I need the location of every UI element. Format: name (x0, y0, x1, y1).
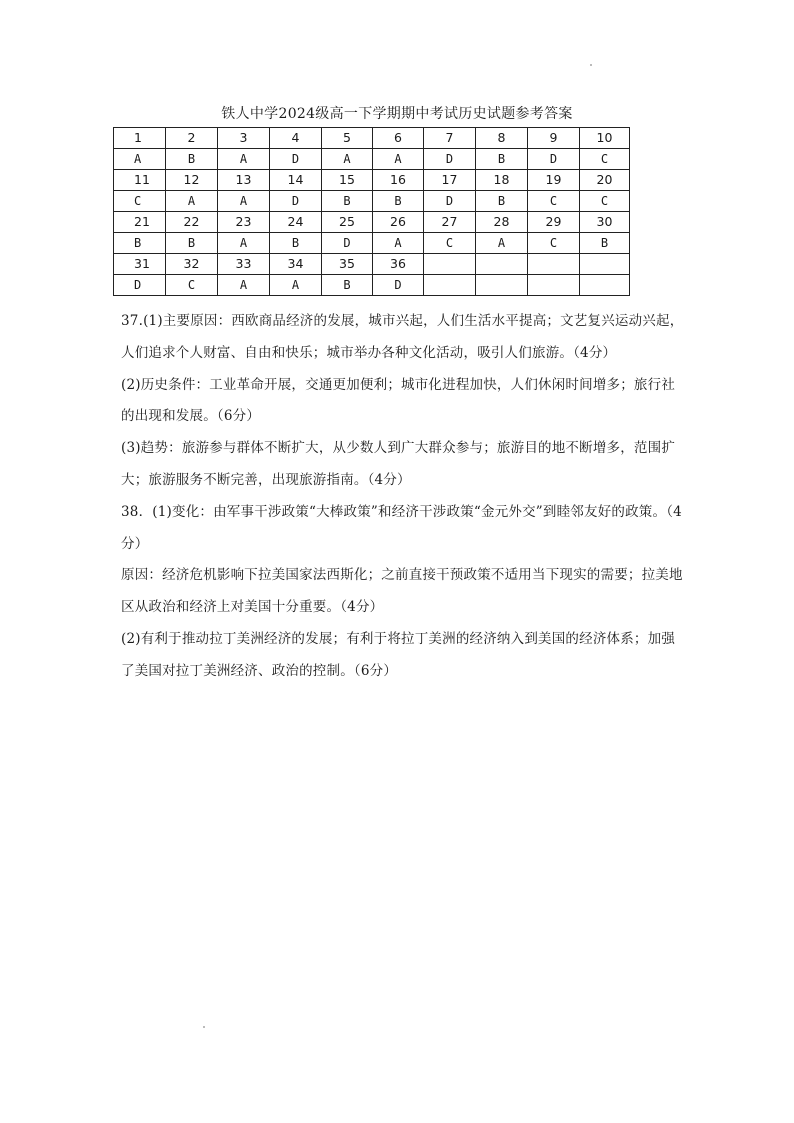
answer-cell: C (580, 191, 630, 212)
question-number-row (114, 170, 630, 191)
answer-cell: A (270, 275, 322, 296)
question-number-cell: 6 (373, 128, 424, 149)
answer-cell: C (528, 233, 580, 254)
question-number-row (114, 128, 630, 149)
answer-cell: A (218, 275, 270, 296)
answer-cell: B (166, 233, 218, 254)
question-number-cell: 12 (166, 170, 218, 191)
answer-cell (580, 275, 630, 296)
question-number-cell: 19 (528, 170, 580, 191)
question-number-cell: 31 (114, 254, 166, 275)
question-number-cell: 1 (114, 128, 166, 149)
question-number-cell: 24 (270, 212, 322, 233)
answer-cell (476, 275, 528, 296)
question-number-cell: 35 (322, 254, 373, 275)
answer-cell: A (322, 149, 373, 170)
question-number-cell (424, 254, 476, 275)
question-number-cell: 17 (424, 170, 476, 191)
document-title: 铁人中学2024级高一下学期期中考试历史试题参考答案 (221, 106, 573, 122)
answer-cell: C (114, 191, 166, 212)
question-number-row (114, 254, 630, 275)
answer-cell: A (114, 149, 166, 170)
question-number-cell: 27 (424, 212, 476, 233)
answer-row (114, 233, 630, 254)
answer-row (114, 275, 630, 296)
answer-cell: B (322, 191, 373, 212)
answer-cell: A (476, 233, 528, 254)
question-number-cell (476, 254, 528, 275)
answer-cell: C (166, 275, 218, 296)
answer-cell: A (373, 233, 424, 254)
answer-cell: D (270, 149, 322, 170)
answer-cell: A (218, 149, 270, 170)
question-number-cell: 15 (322, 170, 373, 191)
answer-cell: B (476, 149, 528, 170)
answer-table (113, 127, 630, 296)
question-number-cell: 32 (166, 254, 218, 275)
answer-cell: B (114, 233, 166, 254)
scan-speck (203, 1026, 205, 1028)
question-number-cell: 22 (166, 212, 218, 233)
answer-cell: D (528, 149, 580, 170)
q38-reason-answer: 原因：经济危机影响下拉美国家法西斯化；之前直接干预政策不适用当下现实的需要；拉美地区从政治和经济上对美国十分重要。（4分） (121, 567, 683, 616)
answer-cell: D (114, 275, 166, 296)
question-number-cell: 36 (373, 254, 424, 275)
question-number-cell: 28 (476, 212, 528, 233)
answer-row (114, 149, 630, 170)
question-number-cell: 30 (580, 212, 630, 233)
question-number-cell: 16 (373, 170, 424, 191)
question-number-cell: 18 (476, 170, 528, 191)
answer-cell: B (322, 275, 373, 296)
question-number-row (114, 212, 630, 233)
answer-cell: A (218, 233, 270, 254)
answer-cell: D (424, 149, 476, 170)
answer-cell: D (270, 191, 322, 212)
answer-cell: B (373, 191, 424, 212)
question-number-cell: 26 (373, 212, 424, 233)
answer-cell: A (166, 191, 218, 212)
answer-cell: D (424, 191, 476, 212)
answer-cell: D (373, 275, 424, 296)
question-number-cell: 20 (580, 170, 630, 191)
question-number-cell: 29 (528, 212, 580, 233)
question-number-cell: 33 (218, 254, 270, 275)
answer-table-body (114, 128, 630, 296)
question-number-cell: 10 (580, 128, 630, 149)
question-number-cell: 9 (528, 128, 580, 149)
question-number-cell (580, 254, 630, 275)
question-number-cell: 7 (424, 128, 476, 149)
question-number-cell: 11 (114, 170, 166, 191)
question-number-cell: 2 (166, 128, 218, 149)
q37-part3-answer: (3)趋势：旅游参与群体不断扩大，从少数人到广大群众参与；旅游目的地不断增多，范围扩大；旅游服务不断完善，出现旅游指南。（4分） (121, 440, 676, 488)
answer-cell: B (476, 191, 528, 212)
question-number-cell: 3 (218, 128, 270, 149)
q38-part1-answer: 38．(1)变化：由军事干涉政策“大棒政策”和经济干涉政策“金元外交”到睦邻友好的政策。（4分） (121, 503, 682, 552)
answer-cell: B (166, 149, 218, 170)
answer-cell: A (373, 149, 424, 170)
q37-part2-answer: (2)历史条件：工业革命开展，交通更加便利；城市化进程加快，人们休闲时间增多；旅行社的出现和发展。（6分） (121, 376, 676, 425)
question-number-cell: 34 (270, 254, 322, 275)
question-number-cell: 23 (218, 212, 270, 233)
q37-part1-answer: 37.(1)主要原因：西欧商品经济的发展，城市兴起，人们生活水平提高；文艺复兴运动兴起，人们追求个人财富、自由和快乐；城市举办各种文化活动，吸引人们旅游。（4分） (121, 313, 684, 361)
answer-row (114, 191, 630, 212)
question-number-cell: 4 (270, 128, 322, 149)
question-number-cell: 21 (114, 212, 166, 233)
answer-cell: D (322, 233, 373, 254)
answer-cell: A (218, 191, 270, 212)
answer-explanations (121, 306, 687, 688)
question-number-cell: 25 (322, 212, 373, 233)
answer-cell: C (528, 191, 580, 212)
question-number-cell: 8 (476, 128, 528, 149)
answer-cell: B (270, 233, 322, 254)
answer-cell: B (580, 233, 630, 254)
answer-cell: C (424, 233, 476, 254)
question-number-cell: 13 (218, 170, 270, 191)
question-number-cell (528, 254, 580, 275)
q38-part2-answer: (2)有利于推动拉丁美洲经济的发展；有利于将拉丁美洲的经济纳入到美国的经济体系；加强了美国对拉丁美洲经济、政治的控制。（6分） (121, 630, 676, 679)
scan-speck (590, 64, 592, 66)
question-number-cell: 14 (270, 170, 322, 191)
answer-cell (424, 275, 476, 296)
answer-cell (528, 275, 580, 296)
question-number-cell: 5 (322, 128, 373, 149)
answer-cell: C (580, 149, 630, 170)
